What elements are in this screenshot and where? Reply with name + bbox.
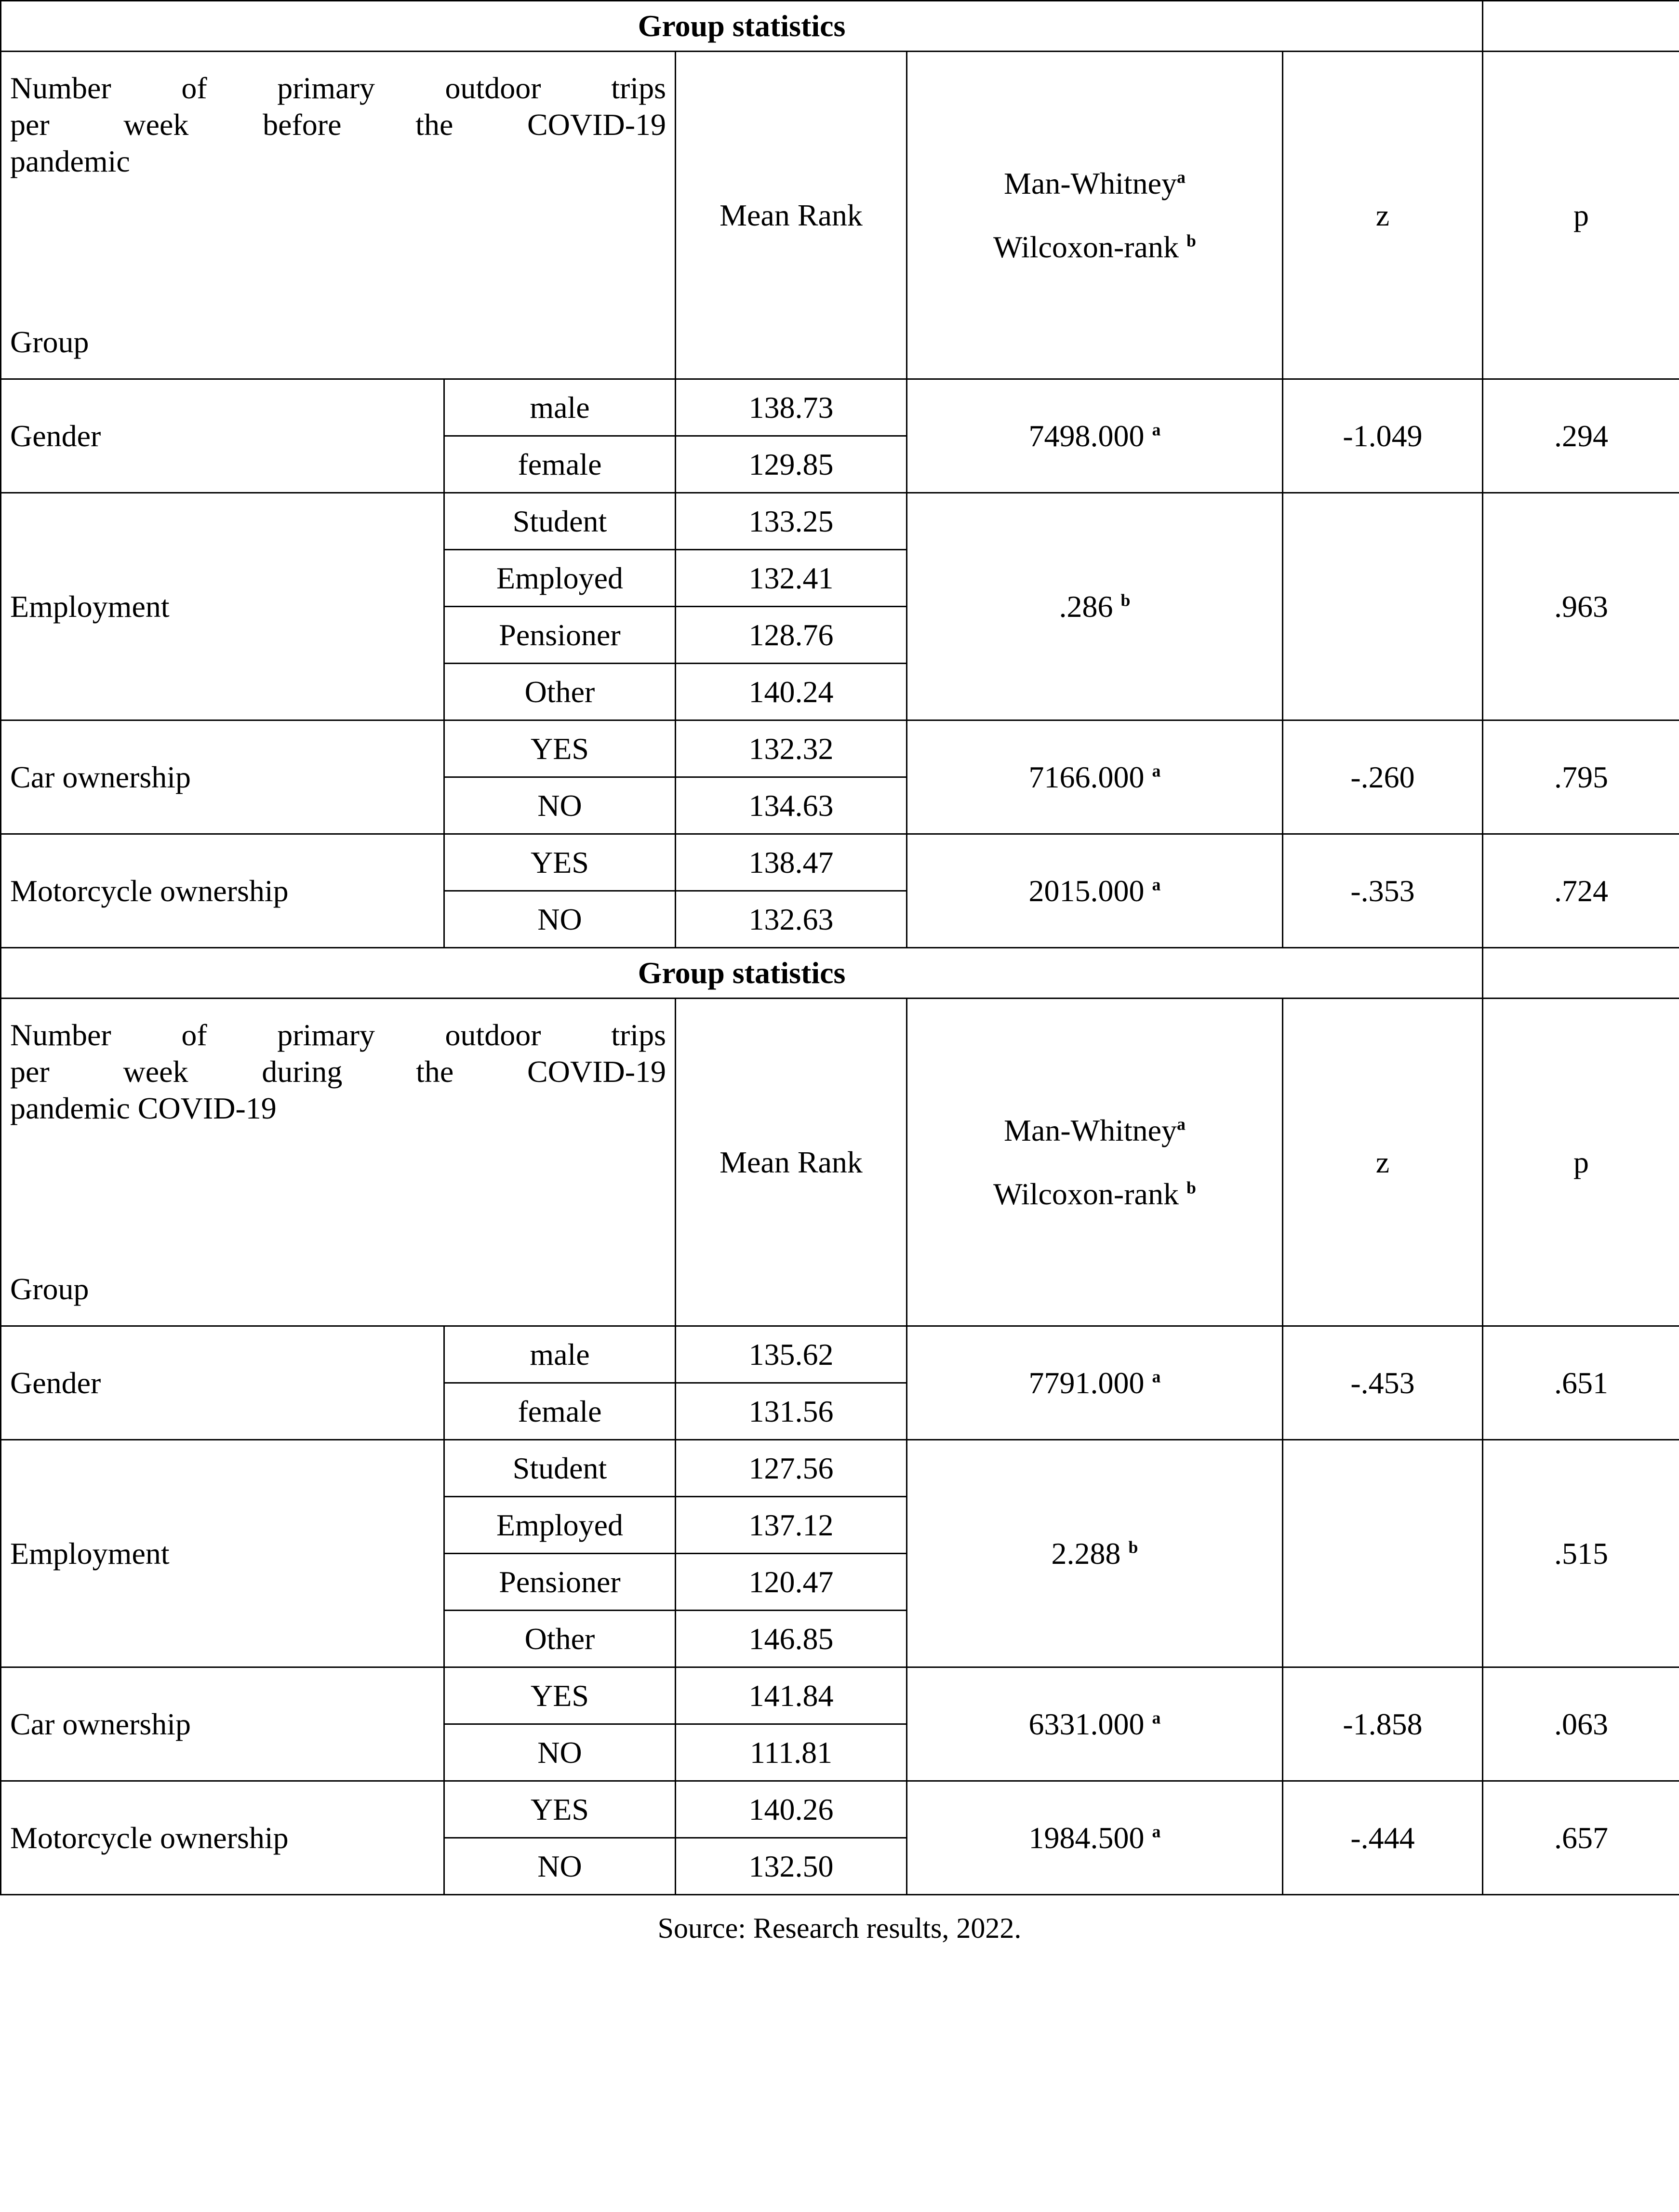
mean-rank-value: 111.81 <box>676 1724 907 1781</box>
subgroup-label: YES <box>444 1667 676 1724</box>
footnote-marker-a: a <box>1177 167 1186 187</box>
subgroup-label: female <box>444 1383 676 1440</box>
p-value: .724 <box>1483 834 1679 948</box>
mean-rank-value: 131.56 <box>676 1383 907 1440</box>
test-statistic-value: 2.288 $^b$ <box>907 1440 1283 1667</box>
subgroup-label: YES <box>444 1781 676 1838</box>
p-value: .294 <box>1483 379 1679 493</box>
mean-rank-value: 132.41 <box>676 550 907 607</box>
subgroup-label: male <box>444 379 676 436</box>
mean-rank-value: 138.73 <box>676 379 907 436</box>
header-group-word: Group <box>10 325 89 360</box>
z-value <box>1283 493 1483 720</box>
group-label: Gender <box>1 379 444 493</box>
footnote-marker-b: b <box>1120 590 1131 610</box>
subgroup-label: Pensioner <box>444 607 676 664</box>
mean-rank-value: 135.62 <box>676 1326 907 1383</box>
test-statistic-value: 1984.500 $^a$ <box>907 1781 1283 1895</box>
header-description-line: Number of primary outdoor trips <box>10 71 666 106</box>
header-test-mann-whitney: Man-Whitney$^a$ <box>1004 166 1186 200</box>
table-row <box>1 720 1679 777</box>
section-title: Group statistics <box>1 948 1483 999</box>
subgroup-label: NO <box>444 1838 676 1895</box>
subgroup-label: NO <box>444 777 676 834</box>
section-title: Group statistics <box>1 1 1483 52</box>
mean-rank-value: 120.47 <box>676 1554 907 1611</box>
column-header-row <box>1 999 1679 1326</box>
table-row <box>1 379 1679 436</box>
header-test-wilcoxon: Wilcoxon-rank $^b$ <box>993 229 1196 264</box>
mean-rank-value: 146.85 <box>676 1611 907 1667</box>
footnote-marker-a: a <box>1152 1822 1161 1841</box>
group-label: Gender <box>1 1326 444 1440</box>
test-statistic-value: .286 $^b$ <box>907 493 1283 720</box>
header-description-line: pandemic <box>10 144 130 178</box>
group-label: Employment <box>1 493 444 720</box>
section-title-spacer <box>1483 948 1679 999</box>
z-value: -1.858 <box>1283 1667 1483 1781</box>
header-mean-rank: Mean Rank <box>676 52 907 379</box>
header-z: z <box>1283 999 1483 1326</box>
footnote-marker-b: b <box>1186 1178 1196 1198</box>
p-value: .795 <box>1483 720 1679 834</box>
footnote-marker-b: b <box>1128 1537 1138 1557</box>
subgroup-label: YES <box>444 720 676 777</box>
header-description-gap <box>10 1126 666 1271</box>
subgroup-label: male <box>444 1326 676 1383</box>
test-statistic-value: 7498.000 $^a$ <box>907 379 1283 493</box>
subgroup-label: Employed <box>444 550 676 607</box>
table-row <box>1 1326 1679 1383</box>
z-value: -.453 <box>1283 1326 1483 1440</box>
test-statistic-value: 2015.000 $^a$ <box>907 834 1283 948</box>
z-value: -.260 <box>1283 720 1483 834</box>
mean-rank-value: 132.63 <box>676 891 907 948</box>
z-value: -.444 <box>1283 1781 1483 1895</box>
mean-rank-value: 129.85 <box>676 436 907 493</box>
mean-rank-value: 133.25 <box>676 493 907 550</box>
section-title-row <box>1 1 1679 52</box>
footnote-marker-a: a <box>1177 1114 1186 1134</box>
subgroup-label: Pensioner <box>444 1554 676 1611</box>
subgroup-label: female <box>444 436 676 493</box>
table-row <box>1 1781 1679 1838</box>
mean-rank-value: 127.56 <box>676 1440 907 1497</box>
p-value: .657 <box>1483 1781 1679 1895</box>
test-statistic-value: 7166.000 $^a$ <box>907 720 1283 834</box>
header-description-gap <box>10 179 666 324</box>
header-test-statistic <box>907 999 1283 1326</box>
footnote-marker-a: a <box>1152 1708 1161 1728</box>
footnote-marker-a: a <box>1152 761 1161 781</box>
subgroup-label: Student <box>444 1440 676 1497</box>
column-header-row <box>1 52 1679 379</box>
subgroup-label: YES <box>444 834 676 891</box>
header-z: z <box>1283 52 1483 379</box>
mean-rank-value: 140.26 <box>676 1781 907 1838</box>
mean-rank-value: 132.32 <box>676 720 907 777</box>
group-label: Motorcycle ownership <box>1 1781 444 1895</box>
table-row <box>1 834 1679 891</box>
z-value: -.353 <box>1283 834 1483 948</box>
header-description-cell <box>1 52 676 379</box>
mean-rank-value: 134.63 <box>676 777 907 834</box>
group-label: Car ownership <box>1 1667 444 1781</box>
group-label: Car ownership <box>1 720 444 834</box>
group-label: Motorcycle ownership <box>1 834 444 948</box>
subgroup-label: Other <box>444 664 676 720</box>
subgroup-label: Student <box>444 493 676 550</box>
header-description-line: Number of primary outdoor trips <box>10 1018 666 1053</box>
p-value: .063 <box>1483 1667 1679 1781</box>
mean-rank-value: 138.47 <box>676 834 907 891</box>
p-value: .515 <box>1483 1440 1679 1667</box>
test-statistic-value: 7791.000 $^a$ <box>907 1326 1283 1440</box>
footnote-marker-b: b <box>1186 231 1196 251</box>
mean-rank-value: 132.50 <box>676 1838 907 1895</box>
p-value: .651 <box>1483 1326 1679 1440</box>
table-row <box>1 493 1679 550</box>
footnote-marker-a: a <box>1152 875 1161 894</box>
mean-rank-value: 141.84 <box>676 1667 907 1724</box>
subgroup-label: Other <box>444 1611 676 1667</box>
source-note: Source: Research results, 2022. <box>657 1912 1022 1944</box>
header-p: p <box>1483 52 1679 379</box>
mean-rank-value: 128.76 <box>676 607 907 664</box>
header-description-line: per week during the COVID-19 <box>10 1054 666 1089</box>
z-value <box>1283 1440 1483 1667</box>
header-description-line: pandemic COVID-19 <box>10 1091 277 1125</box>
subgroup-label: Employed <box>444 1497 676 1554</box>
p-value: .963 <box>1483 493 1679 720</box>
header-mean-rank: Mean Rank <box>676 999 907 1326</box>
z-value: -1.049 <box>1283 379 1483 493</box>
header-group-word: Group <box>10 1272 89 1306</box>
header-test-mann-whitney: Man-Whitney$^a$ <box>1004 1113 1186 1147</box>
subgroup-label: NO <box>444 891 676 948</box>
table-row <box>1 1667 1679 1724</box>
header-test-statistic <box>907 52 1283 379</box>
footnote-marker-a: a <box>1152 1367 1161 1386</box>
table-row <box>1 1440 1679 1497</box>
mean-rank-value: 137.12 <box>676 1497 907 1554</box>
header-description-line: per week before the COVID-19 <box>10 107 666 142</box>
section-title-row <box>1 948 1679 999</box>
header-description-cell <box>1 999 676 1326</box>
footnote-marker-a: a <box>1152 420 1161 440</box>
header-p: p <box>1483 999 1679 1326</box>
test-statistic-value: 6331.000 $^a$ <box>907 1667 1283 1781</box>
section-title-spacer <box>1483 1 1679 52</box>
header-test-wilcoxon: Wilcoxon-rank $^b$ <box>993 1176 1196 1211</box>
group-label: Employment <box>1 1440 444 1667</box>
subgroup-label: NO <box>444 1724 676 1781</box>
mean-rank-value: 140.24 <box>676 664 907 720</box>
